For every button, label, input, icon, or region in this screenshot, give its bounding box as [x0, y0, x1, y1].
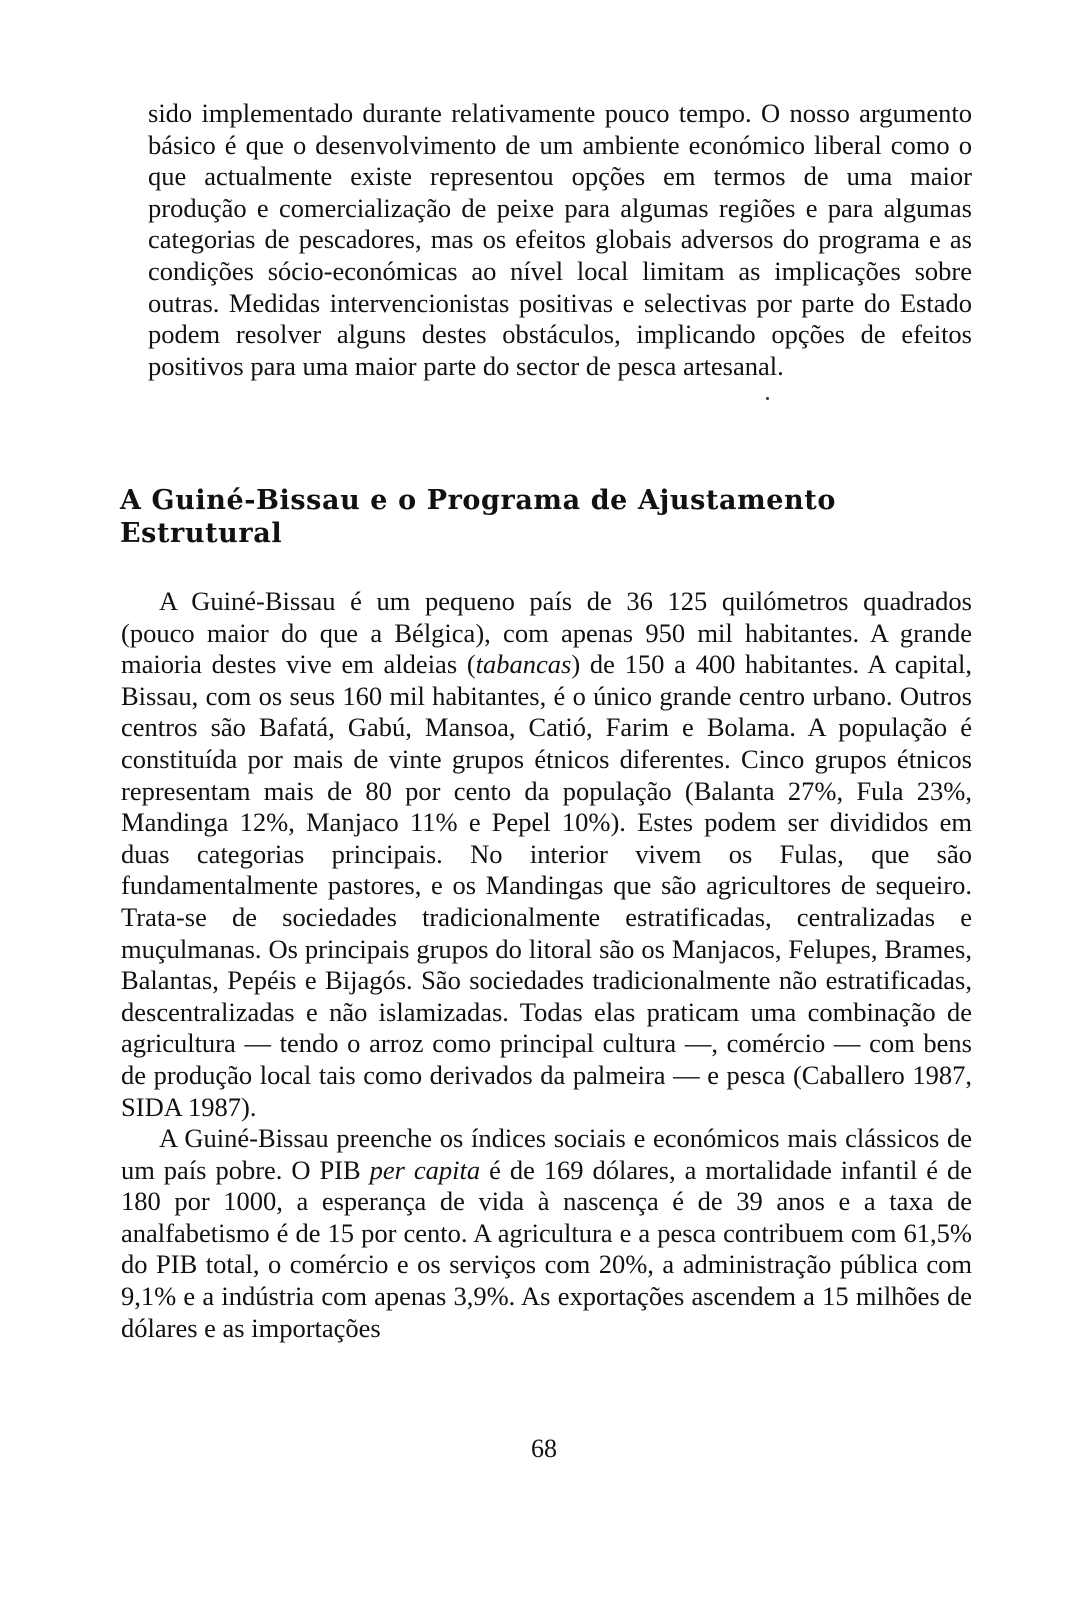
body-paragraph-2	[121, 1123, 972, 1344]
paragraph-2-text-a: A Guiné-Bissau preenche os índices sociais e económicos mais clássicos de um país pobre. O PIB	[121, 1123, 972, 1185]
page-number: 68	[531, 1434, 557, 1463]
print-speck	[766, 397, 769, 400]
section-heading: A Guiné-Bissau e o Programa de Ajustamento Estrutural	[120, 485, 836, 549]
paragraph-1-text-b: ) de 150 a 400 habitantes. A capital, Bissau, com os seus 160 mil habitantes, é o único grande centro urbano. Outros centros são Bafatá, Gabú, Mansoa, Catió, Farim e Bolama. A população é constituída por mais de vinte grupos étnicos diferentes. Cinco grupos étnicos representam mais de 80 por cento da população (Balanta 27%, Fula 23%, Mandinga 12%, Manjaco 11% e Pepel 10%). Estes podem ser divididos em duas categorias principais. No interior vivem os Fulas, que são fundamentalmente pastores, e os Mandingas que são agricultores de sequeiro. Trata-se de sociedades tradicionalmente estratificadas, centralizadas e muçulmanas. Os principais grupos do litoral são os Manjacos, Felupes, Brames, Balantas, Pepéis e Bijagós. São sociedades tradicionalmente não estratificadas, descentralizadas e não islamizadas. Todas elas praticam uma combinação de agricultura — tendo o arroz como principal cultura —, comércio — com bens de produção local tais como derivados da palmeira — e pesca (Caballero 1987, SIDA 1987).	[121, 649, 972, 1122]
body-paragraph-1	[121, 586, 972, 1123]
paragraph-2-text-b: é de 169 dólares, a mortalidade infantil é de 180 por 1000, a esperança de vida à nascença é de 39 anos e a taxa de analfabetismo é de 15 por cento. A agricultura e a pesca contribuem com 61,5% do PIB total, o comércio e os serviços com 20%, a administração pública com 9,1% e a indústria com apenas 3,9%. As exportações ascendem a 15 milhões de dólares e as importações	[121, 1154, 973, 1343]
paragraph-2-italic-term: per capita	[369, 1154, 481, 1185]
intro-paragraph-block	[148, 98, 972, 382]
intro-paragraph: sido implementado durante relativamente pouco tempo. O nosso argumento básico é que o desenvolvimento de um ambiente económico liberal como o que actualmente existe representou opções em termos de uma maior produção e comercialização de peixe para algumas regiões e para algumas categorias de pescadores, mas os efeitos globais adversos do programa e as condições sócio-económicas ao nível local limitam as implicações sobre outras. Medidas intervencionistas positivas e selectivas por parte do Estado podem resolver alguns destes obstáculos, implicando opções de efeitos positivos para uma maior parte do sector de pesca artesanal.	[148, 98, 972, 381]
paragraph-1-italic-term: tabancas	[475, 649, 572, 680]
section-body	[121, 586, 972, 1344]
paragraph-1-text-a: A Guiné-Bissau é um pequeno país de 36 125 quilómetros quadrados (pouco maior do que a Bélgica), com apenas 950 mil habitantes. A grande maioria destes vive em aldeias (	[121, 586, 972, 680]
